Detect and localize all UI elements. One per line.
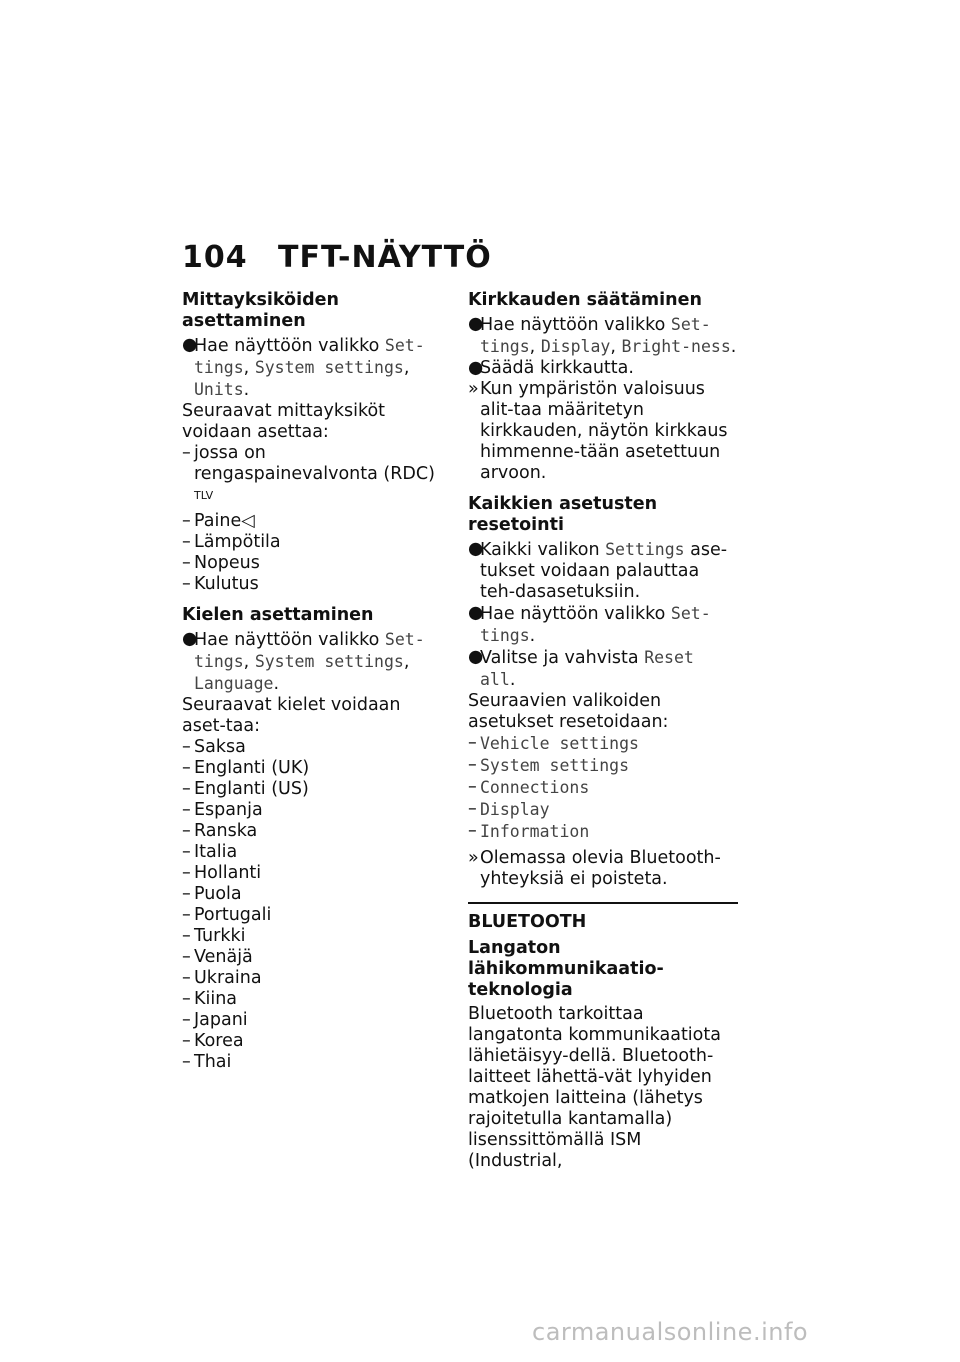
chapter-title: TFT-NÄYTTÖ — [278, 240, 492, 275]
page-number: 104 — [182, 240, 248, 275]
reset-menu-item: – System settings — [468, 755, 630, 775]
reset-step: ● Valitse ja vahvista Reset all. — [468, 647, 694, 690]
units-list-item: – jossa on rengaspainevalvonta (RDC) $^{TLV}$ — [182, 443, 435, 502]
page-header — [182, 240, 738, 280]
bluetooth-heading: BLUETOOTH — [468, 912, 587, 932]
triangle-icon: ◁ — [241, 511, 255, 531]
reset-menu-item: – Display — [468, 799, 550, 819]
language-item: – Turkki — [182, 926, 246, 946]
units-intro: Seuraavat mittayksiköt voidaan asettaa: — [182, 401, 386, 442]
menu-settings: Set-tings — [480, 315, 711, 356]
bullet-icon: ● — [468, 539, 484, 559]
menu-display: Display — [540, 337, 611, 356]
language-item: – Thai — [182, 1052, 232, 1072]
menu-settings: Settings — [605, 540, 685, 559]
reset-step: ● Kaikki valikon Settings ase-tukset voidaan palauttaa teh-dasasetuksiin. — [468, 539, 728, 602]
menu-settings: Set-tings — [480, 604, 711, 645]
language-item: – Portugali — [182, 905, 272, 925]
brightness-step: ● Hae näyttöön valikko Set-tings, Display, Bright-ness. — [468, 314, 737, 357]
bluetooth-body: Bluetooth tarkoittaa langatonta kommunikaatiota lähietäisyy-dellä. Bluetooth-laitteet lähettä-vät lyhyiden matkojen laitteina (lähetys rajoitetulla kantamalla) lisenssittömällä ISM (Industrial, — [468, 1004, 721, 1171]
units-list-item: – Paine◁ — [182, 511, 255, 531]
reset-menu-item: – Connections — [468, 777, 590, 797]
units-list-item: – Kulutus — [182, 574, 259, 594]
bullet-icon: ● — [468, 603, 484, 623]
menu-settings: Set-tings — [194, 630, 425, 671]
units-list-item: – Nopeus — [182, 553, 260, 573]
menu-brightness: Bright-ness — [621, 337, 731, 356]
menu-language: Language — [194, 674, 274, 693]
language-heading: Kielen asettaminen — [182, 605, 374, 625]
brightness-heading: Kirkkauden säätäminen — [468, 290, 702, 310]
reset-menu-item: – Information — [468, 821, 590, 841]
language-item: – Englanti (UK) — [182, 758, 310, 778]
reset-menu-item: – Vehicle settings — [468, 733, 639, 753]
units-heading: Mittayksiköiden asettaminen — [182, 290, 339, 331]
units-list-item: – Lämpötila — [182, 532, 281, 552]
section-divider — [468, 902, 738, 904]
reset-result: » Olemassa olevia Bluetooth-yhteyksiä ei poisteta. — [468, 848, 721, 889]
right-column — [468, 290, 738, 1172]
bullet-icon: ● — [468, 647, 484, 667]
brightness-result: » Kun ympäristön valoisuus alit-taa määritetyn kirkkauden, näytön kirkkaus himmenne-tään asetettuun arvoon. — [468, 379, 728, 483]
language-intro: Seuraavat kielet voidaan aset-taa: — [182, 695, 401, 736]
language-item: – Hollanti — [182, 863, 262, 883]
reset-step: ● Hae näyttöön valikko Set-tings. — [468, 603, 711, 646]
reset-heading: Kaikkien asetusten resetointi — [468, 494, 658, 535]
language-item: – Venäjä — [182, 947, 253, 967]
bullet-icon: ● — [468, 314, 484, 334]
reset-intro: Seuraavien valikoiden asetukset resetoidaan: — [468, 691, 669, 732]
language-item: – Puola — [182, 884, 242, 904]
language-item: – Ranska — [182, 821, 258, 841]
brightness-step: ● Säädä kirkkautta. — [468, 358, 634, 378]
watermark: carmanualsonline.info — [532, 1318, 809, 1346]
language-item: – Korea — [182, 1031, 244, 1051]
menu-system-settings: System settings — [254, 652, 404, 671]
menu-system-settings: System settings — [254, 358, 404, 377]
left-column — [182, 290, 444, 1073]
language-item: – Italia — [182, 842, 238, 862]
language-item: – Kiina — [182, 989, 238, 1009]
language-item: – Englanti (US) — [182, 779, 309, 799]
tlv-mark: TLV — [194, 489, 214, 502]
menu-settings: Set-tings — [194, 336, 425, 377]
result-arrow-icon: » — [468, 379, 479, 399]
language-item: – Saksa — [182, 737, 246, 757]
bluetooth-subtitle: Langaton lähikommunikaatio-teknologia — [468, 938, 664, 1000]
language-item: – Japani — [182, 1010, 248, 1030]
menu-units: Units — [194, 380, 244, 399]
bullet-icon: ● — [182, 335, 198, 355]
bullet-icon: ● — [468, 358, 484, 378]
language-step: ● Hae näyttöön valikko Set-tings, System settings, Language. — [182, 629, 425, 694]
result-arrow-icon: » — [468, 848, 479, 868]
units-step: ● Hae näyttöön valikko Set-tings, System settings, Units. — [182, 335, 425, 400]
language-item: – Espanja — [182, 800, 263, 820]
language-item: – Ukraina — [182, 968, 262, 988]
bullet-icon: ● — [182, 629, 198, 649]
menu-reset-all: Reset all — [480, 648, 694, 689]
